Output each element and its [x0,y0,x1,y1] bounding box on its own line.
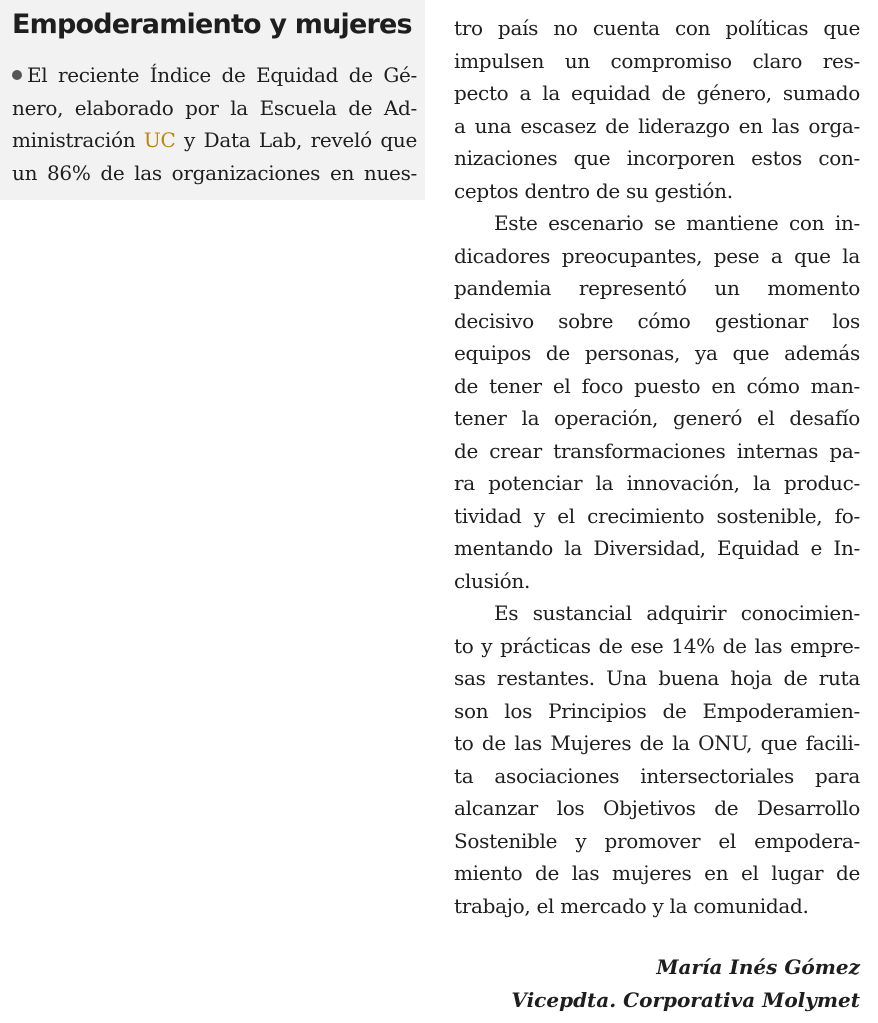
left-line-3 [12,124,417,157]
right-line: a una escasez de liderazgo en las orga- [454,113,860,138]
right-line: de tener el foco puesto en cómo man- [454,373,860,398]
left-line-3-rest: y Data Lab, reveló que [175,128,417,152]
right-line: ceptos dentro de su gestión. [454,178,733,203]
right-line: Sostenible y promover el empodera- [454,828,860,853]
left-line-2: nero, elaborado por la Escuela de Ad- [12,95,417,120]
right-line: tener la operación, generó el desafío [454,406,860,430]
right-line: to y prácticas de ese 14% de las empre- [454,633,860,658]
right-column-text [454,12,860,922]
right-line: miento de las mujeres en el lugar de [454,861,860,885]
right-line: de crear transformaciones internas pa- [454,438,860,463]
right-line: dicadores preocupantes, pese a que la [454,243,860,268]
article-headline: Empoderamiento y mujeres [12,9,412,40]
right-line: son los Principios de Empoderamien- [454,698,860,723]
right-line: ra potenciar la innovación, la produc- [454,471,860,495]
author-role: Vicepdta. Corporativa Molymet [511,988,860,1012]
right-line: alcanzar los Objetivos de Desarrollo [454,796,860,820]
bullet-icon [12,70,22,80]
left-line-1 [12,59,417,92]
right-line: equipos de personas, ya que además [454,341,860,365]
author-name: María Inés Gómez [656,955,860,979]
paragraph-2-start: Este escenario se mantiene con in- [494,211,860,235]
right-line: clusión. [454,568,531,593]
left-line-1-text: El reciente Índice de Equidad de Gé- [27,63,417,87]
left-line-3-text: ministración [12,128,136,152]
right-line: decisivo sobre cómo gestionar los [454,308,860,333]
right-line: impulsen un compromiso claro res- [454,48,860,73]
left-column-text [12,59,417,189]
right-line: nizaciones que incorporen estos con- [454,146,860,170]
right-line: to de las Mujeres de la ONU, que facili- [454,731,860,755]
left-line-4: un 86% de las organizaciones en nues- [12,160,417,185]
right-line: sas restantes. Una buena hoja de ruta [454,666,860,690]
right-line: ta asociaciones intersectoriales para [454,763,860,788]
paragraph-3-start: Es sustancial adquirir conocimien- [494,601,860,625]
right-line: mentando la Diversidad, Equidad e In- [454,536,860,560]
right-line: tro país no cuenta con políticas que [454,16,860,40]
uc-highlight: UC [143,128,176,152]
right-line: pecto a la equidad de género, sumado [454,81,860,105]
right-line: pandemia representó un momento [454,276,860,300]
right-line: trabajo, el mercado y la comunidad. [454,893,809,918]
right-line: tividad y el crecimiento sostenible, fo- [454,503,860,528]
